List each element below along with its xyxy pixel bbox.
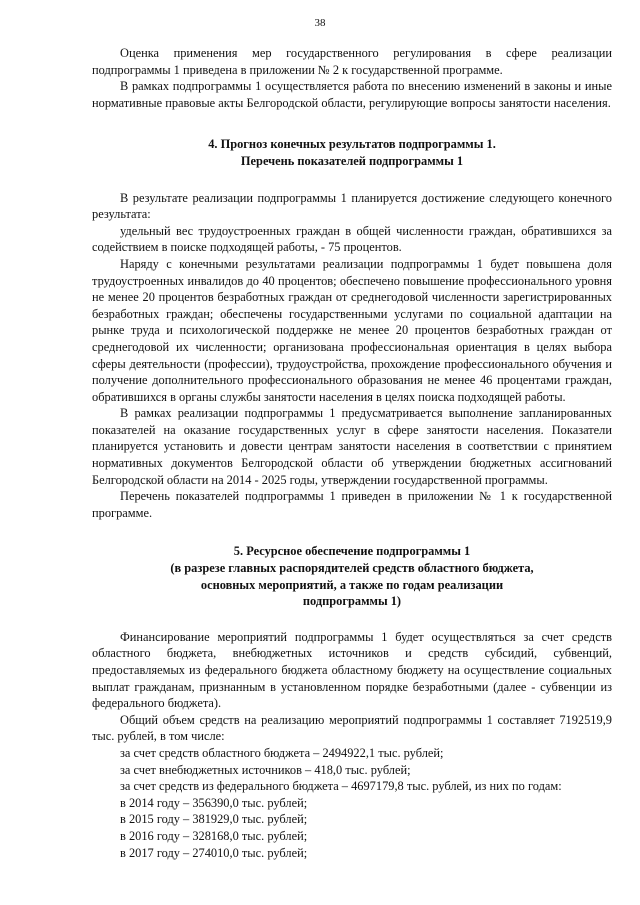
section-4-title: 4. Прогноз конечных результатов подпрограммы 1.: [208, 137, 496, 152]
intro-paragraph: Оценка применения мер государственного регулирования в сфере реализации подпрограммы 1 приведена в приложении № 2 к государственной программе.: [92, 46, 612, 77]
section-5-subtitle: основных мероприятий, а также по годам реализации: [200, 577, 504, 592]
section-4-paragraph: Наряду с конечными результатами реализации подпрограммы 1 будет повышена доля трудоустроенных инвалидов до 40 процентов; обеспечено повышение профессионального уровня не менее 20 процентов безработных граждан от среднегодовой численности зарегистрированных безработных граждан; обеспечены государственными услугами по социальной адаптации на рынке труда и психологической поддержке не менее 20 процентов безработных граждан от среднегодовой их численности; организована профессиональная ориентация в целях выбора сферы деятельности (профессии), трудоустройства, прохождение профессионального обучения и получение дополнительного профессионального образования не менее 46 процентами граждан, обратившихся в органы службы занятости населения в целях поиска подходящей работы.: [92, 256, 612, 404]
funding-year-line: в 2015 году – 381929,0 тыс. рублей;: [120, 812, 308, 827]
page-number: 38: [314, 17, 326, 29]
funding-line: за счет средств областного бюджета – 2494922,1 тыс. рублей;: [120, 745, 444, 760]
section-5-paragraph: Финансирование мероприятий подпрограммы 1 будет осуществляться за счет средств областного бюджета, внебюджетных источников и средств субсидий, субвенций, предоставляемых из федерального бюджета областному бюджету на осуществление социальных выплат гражданам, признанным в установленном порядке безработными (далее - субвенции из федерального бюджета).: [92, 629, 612, 711]
section-4-heading: [92, 136, 612, 169]
funding-year-line: в 2017 году – 274010,0 тыс. рублей;: [120, 845, 308, 860]
section-4-paragraph: Перечень показателей подпрограммы 1 приведен в приложении № 1 к государственной программе.: [92, 489, 612, 520]
section-5-subtitle: (в разрезе главных распорядителей средств областного бюджета,: [170, 561, 534, 576]
funding-year-line: в 2016 году – 328168,0 тыс. рублей;: [120, 828, 308, 843]
funding-line: за счет внебюджетных источников – 418,0 тыс. рублей;: [120, 762, 411, 777]
section-5-title: 5. Ресурсное обеспечение подпрограммы 1: [233, 544, 471, 559]
intro-paragraph: В рамках подпрограммы 1 осуществляется работа по внесению изменений в законы и иные нормативные правовые акты Белгородской области, регулирующие вопросы занятости населения.: [92, 79, 612, 110]
section-5-heading: [92, 543, 612, 609]
section-4-subtitle: Перечень показателей подпрограммы 1: [240, 153, 464, 168]
funding-line: за счет средств из федерального бюджета – 4697179,8 тыс. рублей, из них по годам:: [120, 779, 562, 794]
section-4-paragraph: В рамках реализации подпрограммы 1 предусматривается выполнение запланированных показателей на оказание государственных услуг в сфере занятости населения. Показатели планируется установить и довести центрам занятости населения в соответствии с принятием нормативных документов Белгородской области об утверждении бюджетных ассигнований Белгородской области на 2014 - 2025 годы, утверждении государственной программы.: [92, 406, 612, 487]
section-5-subtitle: подпрограммы 1): [302, 594, 402, 609]
page-content: [92, 45, 612, 861]
section-4-paragraph: В результате реализации подпрограммы 1 планируется достижение следующего конечного результата:: [92, 190, 612, 222]
section-4-paragraph: удельный вес трудоустроенных граждан в общей численности граждан, обратившихся за содействием в поиске подходящей работы, - 75 процентов.: [92, 223, 612, 255]
section-5-paragraph: Общий объем средств на реализацию мероприятий подпрограммы 1 составляет 7192519,9 тыс. рублей, в том числе:: [92, 712, 612, 744]
funding-year-line: в 2014 году – 356390,0 тыс. рублей;: [120, 795, 308, 810]
